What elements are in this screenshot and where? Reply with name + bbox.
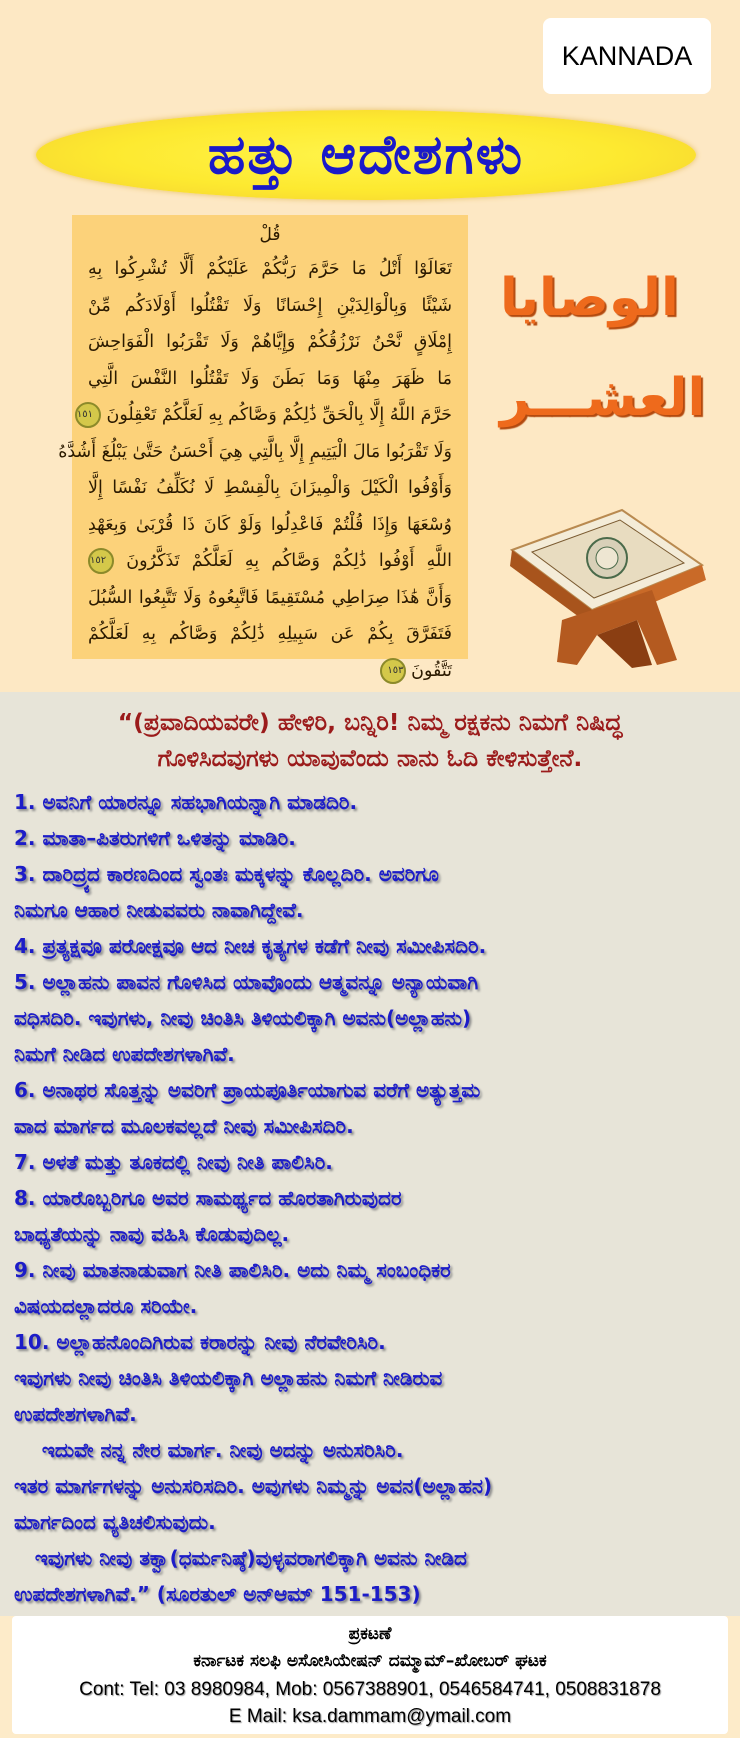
email-address[interactable]: E Mail: ksa.dammam@ymail.com [228, 1706, 512, 1727]
verse-line: فَتَفَرَّقَ بِكُمْ عَن سَبِيلِهِ ذَٰلِكُمْ وَصَّاكُم بِهِ لَعَلَّكُمْ [88, 624, 452, 644]
verse-text: تَتَّقُونَ [411, 660, 452, 681]
organization-name: ಕರ್ನಾಟಕ ಸಲಫಿ ಅಸೋಸಿಯೇಷನ್ ದಮ್ಮಾಮ್–ಖೋಬರ್ ಘಟಕ [193, 1651, 547, 1671]
rule-line: ನಿಮಗೆ ನೀಡಿದ ಉಪದೇಶಗಳಾಗಿವೆ. [14, 1042, 235, 1066]
rule-line: 4. ಪ್ರತ್ಯಕ್ಷವೂ ಪರೋಕ್ಷವೂ ಆದ ನೀಚ ಕೃತ್ಯಗಳ ಕಡೆಗೆ ನೀವು ಸಮೀಪಿಸದಿರಿ. [14, 934, 487, 958]
language-badge: KANNADA [543, 18, 711, 94]
verse-line: وُسْعَهَا وَإِذَا قُلْتُمْ فَاعْدِلُوا وَلَوْ كَانَ ذَا قُرْبَىٰ وَبِعَهْدِ [88, 514, 452, 535]
verse-line: شَيْئًا وَبِالْوَالِدَيْنِ إِحْسَانًا وَلَا تَقْتُلُوا أَوْلَادَكُم مِّنْ [88, 295, 452, 316]
verse-line: تَعَالَوْا أَتْلُ مَا حَرَّمَ رَبُّكُمْ عَلَيْكُمْ أَلَّا تُشْرِكُوا بِهِ [88, 259, 452, 279]
intro-quote [0, 704, 740, 776]
rule-line: ವಧಿಸದಿರಿ. ಇವುಗಳು, ನೀವು ಚಿಂತಿಸಿ ತಿಳಿಯಲಿಕ್ಕಾಗಿ ಅವನು(ಅಲ್ಲಾಹನು) [14, 1006, 472, 1030]
header-section [0, 0, 740, 692]
ayah-marker: ١٥٣ [380, 658, 406, 684]
ayah-marker: ١٥١ [75, 402, 101, 428]
commandments-list [14, 784, 734, 1612]
rule-line: 8. ಯಾರೊಬ್ಬರಿಗೂ ಅವರ ಸಾಮರ್ಥ್ಯದ ಹೊರತಾಗಿರುವುದರ [14, 1186, 402, 1210]
contact-numbers: Cont: Tel: 03 8980984, Mob: 0567388901, 0546584741, 0508831878 [79, 1679, 661, 1700]
quran-stand-icon [502, 470, 722, 670]
rule-line: ಮಾರ್ಗದಿಂದ ವ್ಯತಿಚಲಿಸುವುದು. [14, 1510, 216, 1534]
rule-line: 10. ಅಲ್ಲಾಹನೊಂದಿಗಿರುವ ಕರಾರನ್ನು ನೀವು ನೆರವೇರಿಸಿರಿ. [14, 1330, 386, 1354]
rule-line: ವಿಷಯದಲ್ಲಾದರೂ ಸರಿಯೇ. [14, 1294, 198, 1318]
verse-heading: قُلْ [259, 225, 281, 245]
rule-line: ಉಪದೇಶಗಳಾಗಿವೆ. [14, 1402, 137, 1426]
verse-text: اللَّهِ أَوْفُوا ذَٰلِكُمْ وَصَّاكُم بِهِ لَعَلَّكُمْ تَذَكَّرُونَ [126, 551, 452, 571]
main-content [0, 692, 740, 1616]
rule-line: ಇವುಗಳು ನೀವು ತಕ್ವಾ(ಧರ್ಮನಿಷ್ಠೆ)ವುಳ್ಳವರಾಗಲಿಕ್ಕಾಗಿ ಅವನು ನೀಡಿದ [14, 1546, 467, 1570]
verse-line [88, 653, 452, 690]
intro-line: “(ಪ್ರವಾದಿಯವರೇ) ಹೇಳಿರಿ, ಬನ್ನಿರಿ! ನಿಮ್ಮ ರಕ್ಷಕನು ನಿಮಗೆ ನಿಷಿದ್ಧ [117, 708, 623, 736]
arabic-title-line2: العشـــر [500, 368, 706, 428]
rule-line: 1. ಅವನಿಗೆ ಯಾರನ್ನೂ ಸಹಭಾಗಿಯನ್ನಾಗಿ ಮಾಡದಿರಿ. [14, 790, 358, 814]
rule-line: ಉಪದೇಶಗಳಾಗಿವೆ.” (ಸೂರತುಲ್ ಅನ್‌ಆಮ್ 151-153) [14, 1582, 421, 1606]
rule-line: 7. ಅಳತೆ ಮತ್ತು ತೂಕದಲ್ಲಿ ನೀವು ನೀತಿ ಪಾಲಿಸಿರಿ. [14, 1150, 333, 1174]
verse-line [76, 397, 452, 434]
rule-line: ನಿಮಗೂ ಆಹಾರ ನೀಡುವವರು ನಾವಾಗಿದ್ದೇವೆ. [14, 898, 304, 922]
rule-line: ಇತರ ಮಾರ್ಗಗಳನ್ನು ಅನುಸರಿಸದಿರಿ. ಅವುಗಳು ನಿಮ್ಮನ್ನು ಅವನ(ಅಲ್ಲಾಹನ) [14, 1474, 493, 1498]
verse-line: وَأَوْفُوا الْكَيْلَ وَالْمِيزَانَ بِالْقِسْطِ لَا نُكَلِّفُ نَفْسًا إِلَّا [88, 478, 452, 498]
title-banner [36, 110, 696, 200]
rule-line: 6. ಅನಾಥರ ಸೊತ್ತನ್ನು ಅವರಿಗೆ ಪ್ರಾಯಪೂರ್ತಿಯಾಗುವ ವರೆಗೆ ಅತ್ಯುತ್ತಮ [14, 1078, 481, 1102]
intro-line: ಗೊಳಿಸಿದವುಗಳು ಯಾವುವೆಂದು ನಾನು ಓದಿ ಕೇಳಿಸುತ್ತೇನೆ. [157, 744, 583, 772]
verse-line: إِمْلَاقٍ نَّحْنُ نَرْزُقُكُمْ وَإِيَّاهُمْ وَلَا تَقْرَبُوا الْفَوَاحِشَ [88, 332, 452, 352]
verse-line: وَلَا تَقْرَبُوا مَالَ الْيَتِيمِ إِلَّا بِالَّتِي هِيَ أَحْسَنُ حَتَّىٰ يَبْلُغَ أَشُدَّهُ [58, 441, 452, 462]
rule-line: ವಾದ ಮಾರ್ಗದ ಮೂಲಕವಲ್ಲದೆ ನೀವು ಸಮೀಪಿಸದಿರಿ. [14, 1114, 354, 1138]
verse-line: مَا ظَهَرَ مِنْهَا وَمَا بَطَنَ وَلَا تَقْتُلُوا النَّفْسَ الَّتِي [88, 368, 452, 389]
verse-line [88, 543, 452, 580]
rule-line: 5. ಅಲ್ಲಾಹನು ಪಾವನ ಗೊಳಿಸಿದ ಯಾವೊಂದು ಆತ್ಮವನ್ನೂ ಅನ್ಯಾಯವಾಗಿ [14, 970, 479, 994]
rule-line: ಇದುವೇ ನನ್ನ ನೇರ ಮಾರ್ಗ. ನೀವು ಅದನ್ನು ಅನುಸರಿಸಿರಿ. [14, 1438, 404, 1462]
quran-verse-box [58, 215, 468, 681]
rule-line: 9. ನೀವು ಮಾತನಾಡುವಾಗ ನೀತಿ ಪಾಲಿಸಿರಿ. ಅದು ನಿಮ್ಮ ಸಂಬಂಧಿಕರ [14, 1258, 451, 1282]
rule-line: 3. ದಾರಿದ್ರ್ಯದ ಕಾರಣದಿಂದ ಸ್ವಂತಃ ಮಕ್ಕಳನ್ನು ಕೊಲ್ಲದಿರಿ. ಅವರಿಗೂ [14, 862, 439, 886]
ayah-marker: ١٥٢ [88, 548, 114, 574]
verse-line: وَأَنَّ هَٰذَا صِرَاطِي مُسْتَقِيمًا فَاتَّبِعُوهُ وَلَا تَتَّبِعُوا السُّبُلَ [88, 587, 452, 608]
page-title: ಹತ್ತು ಆದೇಶಗಳು [207, 123, 525, 186]
rule-line: 2. ಮಾತಾ–ಪಿತರುಗಳಿಗೆ ಒಳಿತನ್ನು ಮಾಡಿರಿ. [14, 826, 296, 850]
publisher-footer [12, 1616, 728, 1734]
arabic-title-line1: الوصايا [500, 268, 679, 328]
rule-line: ಇವುಗಳು ನೀವು ಚಿಂತಿಸಿ ತಿಳಿಯಲಿಕ್ಕಾಗಿ ಅಲ್ಲಾಹನು ನಿಮಗೆ ನೀಡಿರುವ [14, 1366, 443, 1390]
rule-line: ಬಾಧ್ಯತೆಯನ್ನು ನಾವು ವಹಿಸಿ ಕೊಡುವುದಿಲ್ಲ. [14, 1222, 290, 1246]
verse-text: حَرَّمَ اللَّهُ إِلَّا بِالْحَقِّ ذَٰلِكُمْ وَصَّاكُم بِهِ لَعَلَّكُمْ تَعْقِلُونَ [106, 405, 452, 425]
publisher-label: ಪ್ರಕಟಣೆ [348, 1624, 392, 1644]
